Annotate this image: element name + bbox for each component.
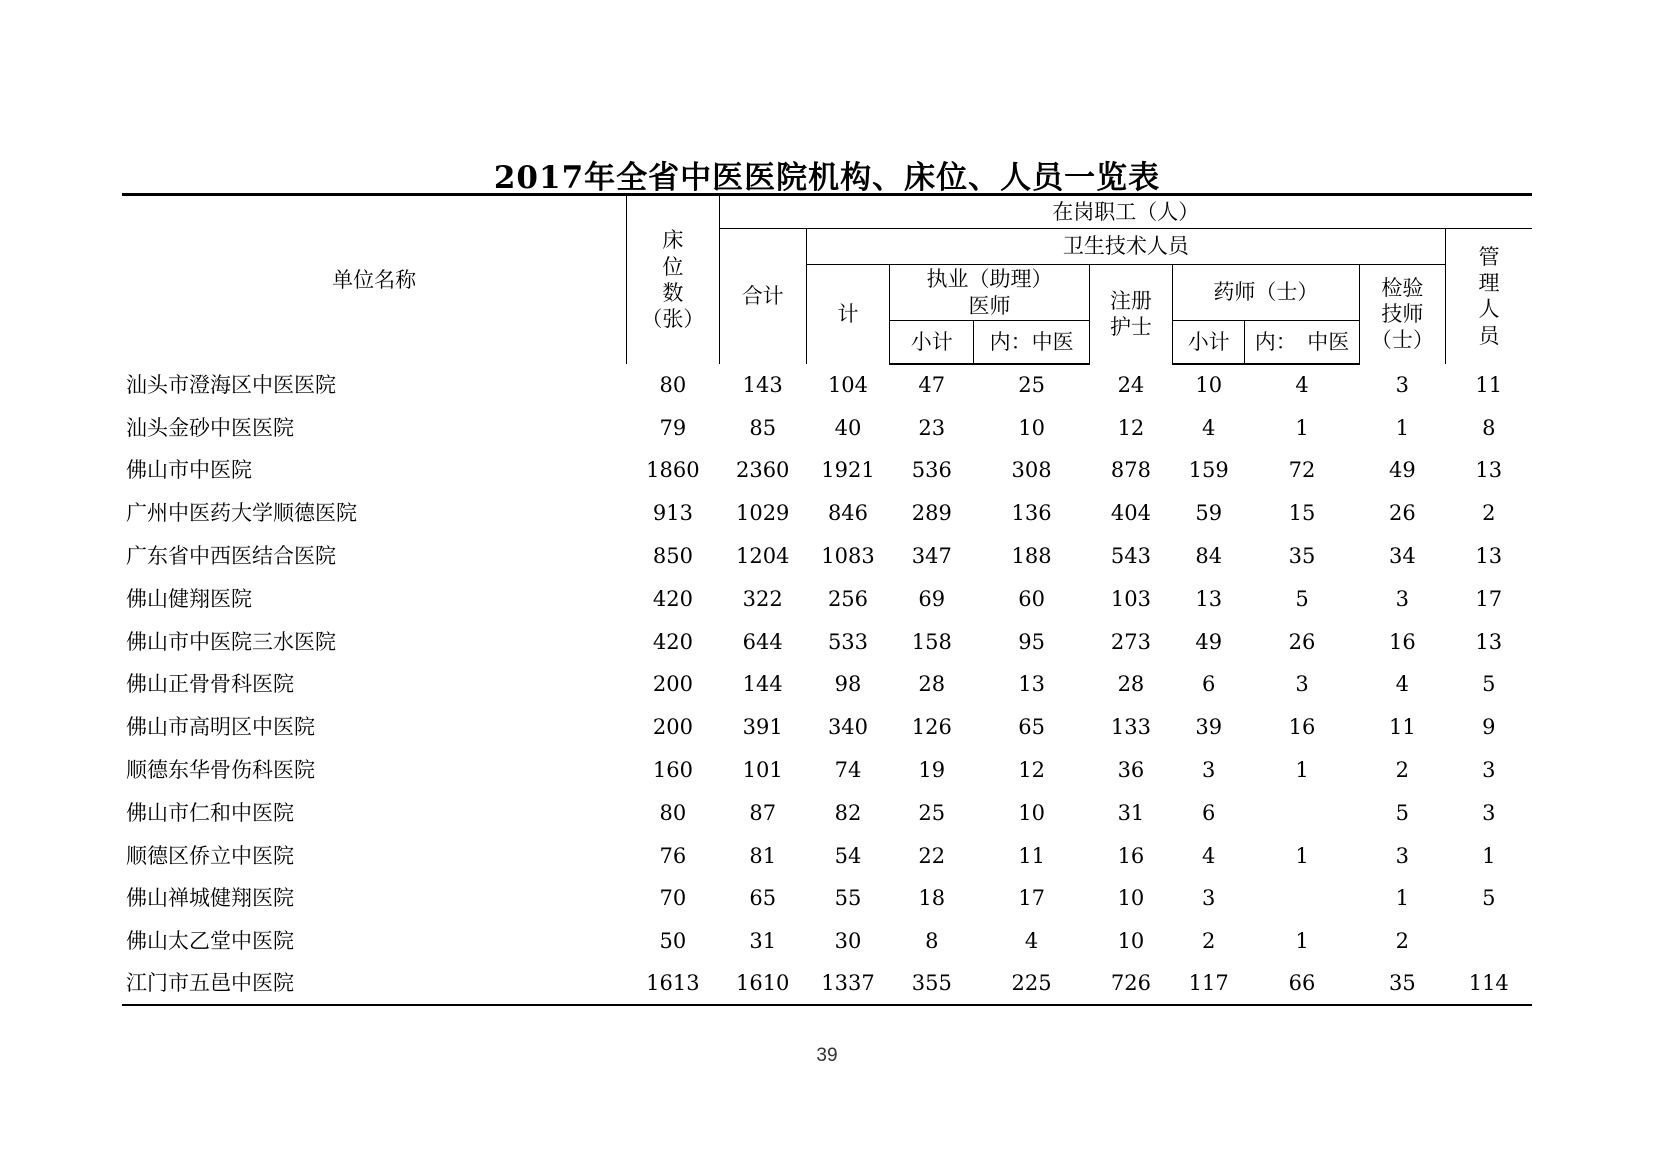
cell-beds: 1860: [646, 458, 700, 483]
cell-nurse: 133: [1110, 715, 1151, 740]
cell-pharm-subtotal: 84: [1195, 543, 1223, 568]
cell-beds: 850: [652, 543, 693, 568]
cell-admin: 5: [1482, 886, 1496, 911]
cell-lab: 49: [1388, 458, 1416, 483]
cell-pharm-subtotal: 13: [1195, 586, 1223, 611]
cell-beds: 80: [659, 800, 687, 825]
cell-nurse: 10: [1117, 886, 1145, 911]
header-nurse-line1: 注册: [1109, 289, 1152, 313]
cell-unit-name: 广州中医药大学顺德医院: [126, 501, 357, 526]
cell-pharm-tcm: 26: [1288, 629, 1316, 654]
cell-admin: 3: [1482, 800, 1496, 825]
cell-unit-name: 佛山市仁和中医院: [126, 800, 294, 825]
cell-pharm-tcm: 1: [1295, 929, 1309, 954]
header-beds-line: 床: [662, 228, 684, 253]
table-row: [122, 791, 1532, 834]
cell-nurse: 36: [1117, 757, 1145, 782]
cell-lab: 35: [1359, 963, 1445, 1006]
cell-total: 101: [742, 757, 783, 782]
cell-pharm-tcm: 1: [1295, 757, 1309, 782]
cell-pharm-tcm: 3: [1295, 672, 1309, 697]
cell-phys-subtotal: 28: [918, 672, 946, 697]
header-pharm-tcm: 内： 中医: [1245, 321, 1359, 364]
table-row: [122, 535, 1532, 578]
header-beds-line: 位: [662, 254, 684, 279]
cell-beds: 70: [659, 886, 687, 911]
cell-pharm-subtotal: 6: [1202, 672, 1216, 697]
cell-total: 143: [742, 372, 783, 397]
cell-unit-name: 汕头市澄海区中医医院: [126, 372, 336, 397]
cell-unit-name: 佛山健翔医院: [126, 586, 252, 611]
header-admin-line: 员: [1478, 323, 1500, 348]
cell-unit-name: 佛山正骨骨科医院: [126, 672, 294, 697]
cell-beds: 420: [652, 629, 693, 654]
cell-beds: 76: [659, 843, 687, 868]
cell-lab: 4: [1395, 672, 1410, 697]
cell-lab: 1: [1395, 415, 1410, 440]
cell-admin: 13: [1475, 543, 1503, 568]
cell-total: 87: [749, 800, 777, 825]
table-row: [122, 577, 1532, 620]
cell-pharm-subtotal: 49: [1195, 629, 1223, 654]
table-row: [122, 834, 1532, 877]
header-lab-line: 技师: [1381, 302, 1424, 327]
cell-admin: 2: [1482, 501, 1496, 526]
cell-phys-tcm: 308: [1011, 458, 1052, 483]
cell-phys-subtotal: 536: [911, 458, 952, 483]
cell-health-tech: 256: [827, 586, 869, 611]
cell-health-tech: 1083: [821, 543, 875, 568]
header-admin-line: 理: [1478, 271, 1500, 295]
header-phys-subtotal: 小计: [890, 321, 974, 364]
cell-health-tech: 340: [827, 715, 869, 740]
cell-pharm-subtotal: 3: [1202, 757, 1216, 782]
cell-pharm-tcm: 66: [1245, 963, 1359, 1006]
cell-phys-subtotal: 8: [925, 929, 939, 954]
page-number: 39: [816, 1045, 838, 1066]
cell-pharm-tcm: 72: [1288, 458, 1316, 483]
header-health-tech: 卫生技术人员: [806, 229, 1445, 265]
cell-phys-tcm: 10: [1018, 800, 1045, 825]
cell-total: 1204: [735, 543, 790, 568]
cell-nurse: 103: [1110, 586, 1151, 611]
cell-total: 85: [749, 415, 777, 440]
cell-beds: 200: [652, 672, 693, 697]
cell-phys-subtotal: 47: [918, 373, 946, 398]
cell-unit-name: 佛山市中医院: [126, 458, 252, 483]
cell-phys-tcm: 60: [1018, 586, 1045, 611]
cell-pharm-tcm: 1: [1295, 415, 1309, 440]
header-phys-tcm: 内：中医: [974, 321, 1089, 364]
cell-unit-name: 顺德区侨立中医院: [126, 843, 294, 868]
cell-health-tech: 104: [827, 372, 869, 397]
table-row: [122, 406, 1532, 449]
cell-phys-subtotal: 347: [911, 543, 952, 568]
cell-nurse: 28: [1117, 672, 1145, 697]
table-row: [122, 877, 1532, 920]
page-title: 2017年全省中医医院机构、床位、人员一览表: [493, 160, 1161, 196]
cell-phys-tcm: 188: [1011, 543, 1052, 568]
cell-lab: 2: [1395, 757, 1410, 782]
cell-admin: 17: [1475, 586, 1503, 611]
cell-phys-tcm: 10: [1018, 415, 1045, 440]
cell-admin: 8: [1482, 415, 1496, 440]
table-row: [122, 364, 1532, 407]
cell-health-tech: 98: [834, 672, 862, 697]
header-physicians-line2: 医师: [968, 293, 1011, 318]
cell-health-tech: 54: [834, 843, 862, 868]
header-pharm-subtotal: 小计: [1173, 321, 1245, 364]
cell-pharm-tcm: 35: [1288, 543, 1316, 568]
cell-phys-tcm: 4: [1024, 929, 1039, 954]
cell-total: 644: [742, 629, 783, 654]
cell-lab: 34: [1388, 543, 1416, 568]
cell-unit-name: 佛山市中医院三水医院: [126, 629, 336, 654]
cell-beds: 160: [652, 757, 693, 782]
cell-unit-name: 佛山市高明区中医院: [126, 715, 315, 740]
cell-phys-subtotal: 19: [918, 757, 946, 782]
cell-admin: 13: [1475, 629, 1503, 654]
header-tech-subtotal: 计: [806, 265, 889, 364]
header-lab-line: （士）: [1370, 328, 1434, 353]
cell-nurse: 878: [1110, 458, 1151, 483]
cell-phys-tcm: 225: [974, 963, 1089, 1006]
cell-total: 391: [742, 715, 783, 740]
table-row: [122, 920, 1532, 963]
cell-phys-tcm: 12: [1018, 757, 1045, 782]
cell-phys-subtotal: 23: [918, 415, 946, 440]
header-on-post-staff: 在岗职工（人）: [719, 195, 1532, 229]
cell-admin: 11: [1475, 372, 1503, 397]
cell-health-tech: 846: [827, 501, 869, 526]
cell-health-tech: 55: [834, 886, 862, 911]
cell-pharm-subtotal: 117: [1173, 963, 1245, 1006]
cell-phys-subtotal: 126: [911, 715, 952, 740]
cell-health-tech: 74: [834, 757, 862, 782]
cell-total: 81: [749, 843, 777, 868]
cell-total: 144: [742, 672, 783, 697]
table-row: [122, 706, 1532, 749]
cell-unit-name: 江门市五邑中医院: [122, 963, 627, 1006]
table-row: [122, 620, 1532, 663]
cell-admin: 9: [1482, 715, 1496, 740]
table-body: [122, 364, 1532, 1006]
cell-pharm-tcm: 16: [1288, 715, 1316, 740]
cell-nurse: 726: [1089, 963, 1172, 1006]
header-lab-line: 检验: [1381, 275, 1424, 300]
header-admin-line: 人: [1478, 297, 1500, 322]
cell-nurse: 24: [1117, 372, 1145, 397]
cell-total: 322: [742, 586, 783, 611]
cell-pharm-tcm: 4: [1295, 373, 1309, 398]
header-nurse: [1089, 265, 1172, 364]
header-unit-name: 单位名称: [122, 195, 627, 364]
cell-phys-tcm: 95: [1018, 629, 1045, 654]
cell-lab: 3: [1395, 372, 1410, 397]
cell-lab: 2: [1395, 929, 1410, 954]
cell-pharm-subtotal: 59: [1195, 501, 1223, 526]
cell-pharm-subtotal: 159: [1188, 458, 1229, 483]
table-row: [122, 749, 1532, 792]
cell-phys-tcm: 13: [1018, 672, 1045, 697]
cell-unit-name: 广东省中西医结合医院: [126, 543, 336, 568]
cell-nurse: 16: [1117, 843, 1145, 868]
cell-lab: 3: [1395, 843, 1410, 868]
cell-unit-name: 佛山太乙堂中医院: [126, 929, 294, 954]
header-physicians: [890, 265, 1090, 321]
cell-pharm-tcm: [1245, 877, 1359, 920]
cell-phys-tcm: 17: [1018, 886, 1045, 911]
table-header: [122, 195, 1532, 364]
cell-pharm-subtotal: 2: [1202, 929, 1216, 954]
header-total: 合计: [719, 229, 806, 364]
cell-pharm-subtotal: 4: [1202, 843, 1216, 868]
cell-health-tech: 1921: [821, 458, 875, 483]
cell-admin: 114: [1446, 963, 1533, 1006]
cell-phys-tcm: 65: [1018, 715, 1045, 740]
header-pharmacist: 药师（士）: [1173, 265, 1360, 321]
cell-lab: 11: [1388, 715, 1416, 740]
cell-phys-subtotal: 69: [918, 586, 946, 611]
cell-lab: 16: [1388, 629, 1416, 654]
cell-total: 1029: [735, 501, 790, 526]
header-beds: [627, 195, 719, 364]
cell-phys-tcm: 136: [1011, 501, 1052, 526]
table-row: [122, 963, 1532, 1006]
cell-unit-name: 汕头金砂中医医院: [126, 415, 294, 440]
cell-health-tech: 533: [827, 629, 869, 654]
cell-pharm-subtotal: 3: [1202, 886, 1216, 911]
cell-health-tech: 30: [834, 929, 862, 954]
cell-phys-subtotal: 25: [918, 800, 946, 825]
header-beds-line: 数: [662, 280, 684, 305]
header-nurse-line2: 护士: [1109, 315, 1152, 340]
cell-total: 65: [749, 886, 777, 911]
cell-phys-subtotal: 18: [918, 886, 946, 911]
cell-beds: 80: [659, 372, 687, 397]
cell-unit-name: 佛山禅城健翔医院: [126, 886, 294, 911]
cell-lab: 5: [1395, 800, 1410, 825]
header-beds-line: （张）: [641, 307, 705, 331]
cell-nurse: 273: [1110, 629, 1151, 654]
table-row: [122, 492, 1532, 535]
cell-nurse: 543: [1110, 543, 1151, 568]
cell-health-tech: 40: [834, 415, 862, 440]
cell-total: 1610: [719, 963, 806, 1006]
header-lab-technician: [1359, 265, 1445, 364]
cell-beds: 420: [652, 586, 693, 611]
hospital-stats-table: [122, 193, 1532, 1006]
cell-admin: [1446, 920, 1533, 963]
cell-health-tech: 82: [834, 800, 862, 825]
cell-total: 31: [749, 929, 777, 954]
cell-nurse: 404: [1110, 501, 1151, 526]
cell-pharm-subtotal: 4: [1202, 415, 1216, 440]
cell-pharm-subtotal: 39: [1195, 715, 1223, 740]
cell-pharm-tcm: 15: [1288, 501, 1316, 526]
cell-phys-tcm: 11: [1018, 843, 1045, 868]
table-row: [122, 663, 1532, 706]
table-row: [122, 449, 1532, 492]
cell-pharm-subtotal: 6: [1202, 800, 1216, 825]
cell-phys-subtotal: 158: [911, 629, 952, 654]
cell-lab: 3: [1395, 586, 1410, 611]
cell-admin: 5: [1482, 672, 1496, 697]
cell-beds: 1613: [627, 963, 719, 1006]
cell-phys-subtotal: 289: [911, 501, 952, 526]
cell-nurse: 31: [1117, 800, 1145, 825]
cell-beds: 913: [652, 501, 693, 526]
cell-nurse: 10: [1117, 929, 1145, 954]
cell-nurse: 12: [1117, 415, 1145, 440]
cell-pharm-subtotal: 10: [1195, 373, 1223, 398]
cell-lab: 1: [1395, 886, 1410, 911]
cell-admin: 13: [1475, 458, 1503, 483]
cell-phys-tcm: 25: [1018, 373, 1045, 398]
cell-beds: 200: [652, 715, 693, 740]
cell-health-tech: 1337: [806, 963, 889, 1006]
cell-beds: 50: [659, 929, 687, 954]
cell-beds: 79: [659, 415, 687, 440]
cell-lab: 26: [1388, 501, 1416, 526]
cell-phys-subtotal: 22: [918, 843, 946, 868]
header-admin-line: 管: [1478, 244, 1500, 269]
cell-pharm-tcm: 5: [1295, 586, 1309, 611]
header-admin: [1446, 229, 1533, 364]
cell-pharm-tcm: [1245, 791, 1359, 834]
cell-phys-subtotal: 355: [890, 963, 974, 1006]
header-physicians-line1: 执业（助理）: [926, 267, 1053, 292]
cell-admin: 1: [1482, 843, 1496, 868]
cell-pharm-tcm: 1: [1295, 843, 1309, 868]
cell-admin: 3: [1482, 757, 1496, 782]
cell-total: 2360: [735, 458, 790, 483]
cell-unit-name: 顺德东华骨伤科医院: [126, 757, 315, 782]
